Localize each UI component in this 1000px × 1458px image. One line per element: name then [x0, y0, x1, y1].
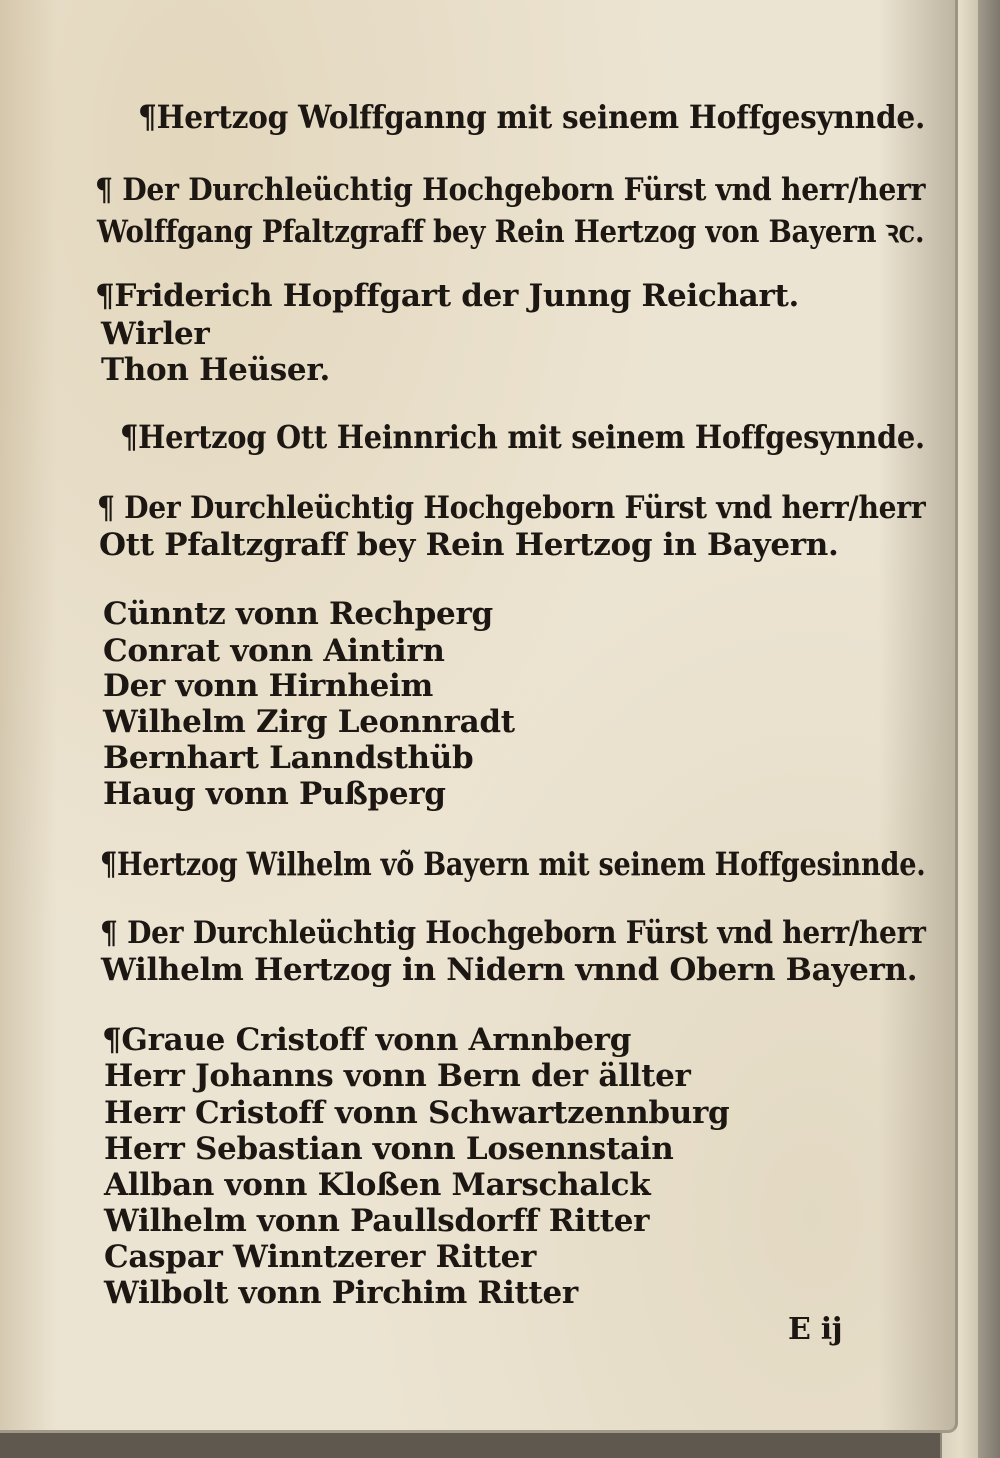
list-item: Allban vonn Kloßen Marschalck: [104, 1167, 651, 1203]
section-heading-ott-heinnrich: ¶Hertzog Ott Heinnrich mit seinem Hoffgesynnde.: [120, 418, 925, 456]
list-item: Cünntz vonn Rechperg: [103, 596, 493, 632]
list-item: Wilhelm Zirg Leonnradt: [103, 704, 515, 740]
list-item: Herr Johanns vonn Bern der ällter: [104, 1058, 691, 1094]
list-item: Caspar Winntzerer Ritter: [104, 1239, 537, 1275]
text-line: ¶ Der Durchleüchtig Hochgeborn Fürst vnd herr/herr: [95, 172, 926, 208]
text-line: Wilhelm Hertzog in Nidern vnnd Obern Bayern.: [101, 952, 918, 988]
text-line: Thon Heüser.: [101, 352, 331, 388]
text-line: ¶ Der Durchleüchtig Hochgeborn Fürst vnd herr/herr: [97, 490, 926, 526]
section-heading-wolffgang: ¶Hertzog Wolffganng mit seinem Hoffgesynnde.: [138, 98, 926, 136]
list-item: Wilhelm vonn Paullsdorff Ritter: [104, 1203, 650, 1239]
text-line: ¶ Der Durchleüchtig Hochgeborn Fürst vnd herr/herr: [100, 915, 926, 951]
list-item: Conrat vonn Aintirn: [103, 633, 445, 669]
text-line: Wolffgang Pfaltzgraff bey Rein Hertzog von Bayern ꝛc.: [97, 214, 925, 250]
list-item: Bernhart Lanndsthüb: [103, 740, 474, 776]
signature-mark: E ij: [788, 1312, 843, 1347]
list-item: Der vonn Hirnheim: [103, 668, 433, 704]
section-heading-wilhelm: ¶Hertzog Wilhelm võ Bayern mit seinem Hoffgesinnde.: [100, 845, 926, 883]
list-item: Haug vonn Pußperg: [103, 776, 446, 812]
text-line: Ott Pfaltzgraff bey Rein Hertzog in Bayern.: [99, 527, 839, 563]
text-line: ¶Friderich Hopffgart der Junng Reichart.: [95, 278, 800, 314]
list-item: Wilbolt vonn Pirchim Ritter: [104, 1275, 578, 1311]
list-item: Herr Sebastian vonn Losennstain: [104, 1131, 674, 1167]
text-line: Wirler: [101, 316, 210, 352]
list-item: Herr Cristoff vonn Schwartzennburg: [104, 1095, 730, 1131]
list-item: ¶Graue Cristoff vonn Arnnberg: [102, 1022, 632, 1058]
